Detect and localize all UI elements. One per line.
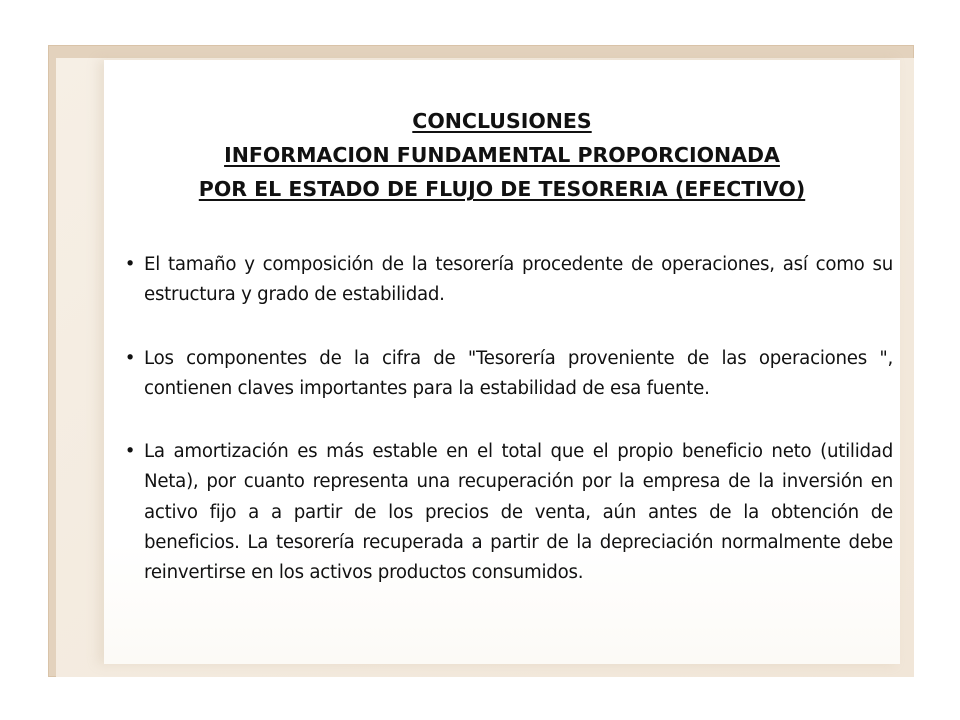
slide-title: [104, 104, 900, 206]
bullet-list: [118, 250, 893, 589]
bullet-marker: •: [124, 347, 136, 369]
bullet-text: La amortización es más estable en el total que el propio beneficio neto (utilidad Neta), por cuanto representa una recuperación por la empresa de la inversión en activo fijo a a partir de los precios de venta, aún antes de la obtención de beneficios. La tesorería recuperada a partir de la depreciación normalmente debe reinvertirse en los activos productos consumidos.: [144, 441, 893, 584]
title-line-3: POR EL ESTADO DE FLUJO DE TESORERIA (EFECTIVO): [198, 177, 806, 201]
bullet-text: Los componentes de la cifra de "Tesorería proveniente de las operaciones ", contienen claves importantes para la estabilidad de esa fuente.: [144, 347, 893, 399]
title-line-2: INFORMACION FUNDAMENTAL PROPORCIONADA: [224, 143, 780, 167]
bullet-item: [118, 250, 893, 311]
bullet-item: [118, 437, 893, 588]
bullet-marker: •: [124, 254, 136, 275]
title-line-1: CONCLUSIONES: [412, 109, 592, 133]
bullet-text: El tamaño y composición de la tesorería procedente de operaciones, así como su estructura y grado de estabilidad.: [144, 254, 893, 306]
bullet-item: [118, 344, 893, 405]
bullet-marker: •: [124, 441, 136, 463]
